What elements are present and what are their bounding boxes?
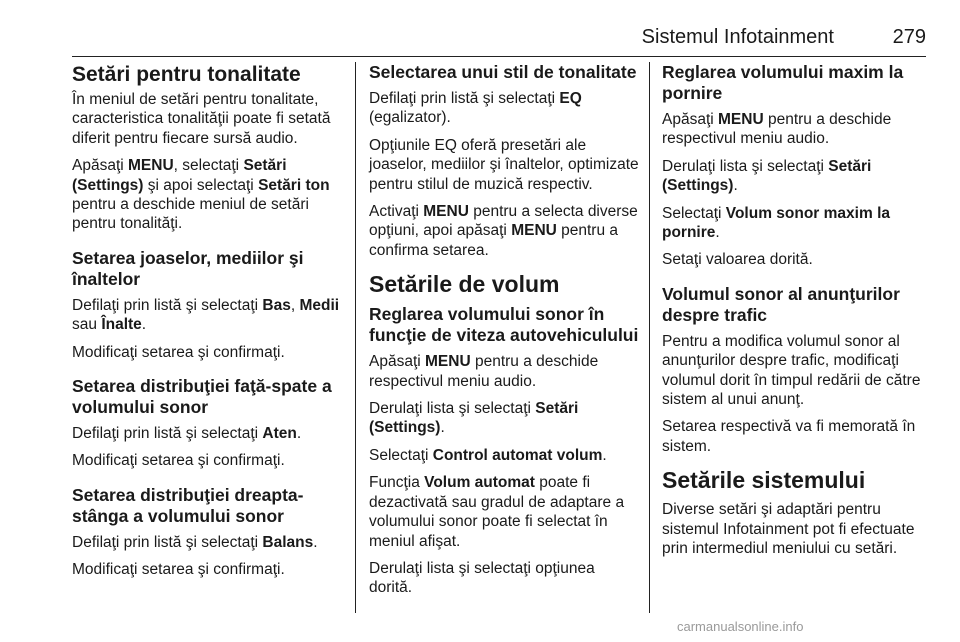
- heading-traffic-volume: Volumul sonor al anunţurilor despre trafic: [662, 283, 900, 325]
- heading-speed-volume: Reglarea volumului sonor în funcţie de viteza autovehiculului: [369, 304, 639, 346]
- paragraph-traffic-1: Pentru a modifica volumul sonor al anunţurilor despre trafic, modificaţi volumul dorit în timpul redării de către sistem al unui anunţ.: [662, 332, 921, 409]
- paragraph-balance-confirm: Modificaţi setarea şi confirmaţi.: [72, 561, 285, 579]
- paragraph-traffic-2: Setarea respectivă va fi memorată în sistem.: [662, 418, 916, 455]
- paragraph-max-4: Setaţi valoarea dorită.: [662, 251, 813, 269]
- paragraph-max-1: Apăsaţi MENU pentru a deschide respectivul meniu audio.: [662, 111, 892, 148]
- column-divider-1: [355, 62, 356, 613]
- heading-eq-style: Selectarea unui stil de tonalitate: [369, 62, 637, 82]
- heading-tone-settings: Setări pentru tonalitate: [72, 63, 301, 86]
- paragraph-speed-4: Funcţia Volum automat poate fi dezactivată sau gradul de adaptare a volumului sonor poate fi selectat în meniul afişat.: [369, 474, 625, 550]
- paragraph-fader-confirm: Modificaţi setarea şi confirmaţi.: [72, 452, 285, 470]
- header-rule: [72, 56, 926, 57]
- paragraph-speed-1: Apăsaţi MENU pentru a deschide respectivul meniu audio.: [369, 353, 599, 390]
- page-header: [72, 26, 926, 56]
- paragraph-bass-confirm: Modificaţi setarea şi confirmaţi.: [72, 343, 285, 361]
- header-title: Sistemul Infotainment: [641, 26, 834, 48]
- paragraph-max-3: Selectaţi Volum sonor maxim la pornire.: [662, 204, 890, 242]
- column-1: [72, 62, 344, 588]
- paragraph-tone-intro: În meniul de setări pentru tonalitate, caracteristica tonalităţii poate fi setată diferit pentru fiecare sursă audio.: [72, 91, 331, 147]
- heading-system-settings: Setările sistemului: [662, 467, 866, 494]
- paragraph-speed-5: Derulaţi lista şi selectaţi opţiunea dorită.: [369, 559, 595, 597]
- column-2: [369, 62, 639, 606]
- paragraph-eq-presets: Opţiunile EQ oferă presetări ale joaselor, mediilor şi înaltelor, optimizate pentru stilul de muzică respectiv.: [369, 136, 639, 193]
- heading-max-startup-volume: Reglarea volumului maxim la pornire: [662, 62, 904, 103]
- heading-fader: Setarea distribuţiei faţă-spate a volumului sonor: [72, 376, 332, 418]
- paragraph-speed-3: Selectaţi Control automat volum.: [369, 446, 607, 464]
- column-3: [662, 62, 930, 567]
- paragraph-fader: Defilaţi prin listă şi selectaţi Aten.: [72, 425, 302, 443]
- watermark: carmanualsonline.info: [677, 619, 804, 634]
- paragraph-balance: Defilaţi prin listă şi selectaţi Balans.: [72, 533, 318, 551]
- paragraph-speed-2: Derulaţi lista şi selectaţi Setări (Settings).: [369, 400, 579, 437]
- column-divider-2: [649, 62, 650, 613]
- heading-volume-settings: Setările de volum: [369, 271, 560, 298]
- heading-balance: Setarea distribuţiei dreapta-stânga a volumului sonor: [72, 484, 304, 526]
- heading-bass-mid-treble: Setarea joaselor, mediilor şi înaltelor: [72, 247, 304, 289]
- paragraph-max-2: Derulaţi lista şi selectaţi Setări (Settings).: [662, 157, 872, 195]
- page-number: 279: [892, 26, 926, 48]
- paragraph-eq-activate: Activaţi MENU pentru a selecta diverse opţiuni, apoi apăsaţi MENU pentru a confirma setarea.: [369, 203, 638, 259]
- paragraph-eq: Defilaţi prin listă şi selectaţi EQ (egalizator).: [369, 90, 582, 127]
- paragraph-tone-menu: Apăsaţi MENU, selectaţi Setări (Settings) şi apoi selectaţi Setări ton pentru a deschide meniul de setări pentru tonalităţi.: [72, 157, 330, 233]
- paragraph-system: Diverse setări şi adaptări pentru sistemul Infotainment pot fi efectuate prin intermediul meniului cu setări.: [662, 501, 915, 558]
- paragraph-bass: Defilaţi prin listă şi selectaţi Bas, Medii sau Înalte.: [72, 296, 340, 334]
